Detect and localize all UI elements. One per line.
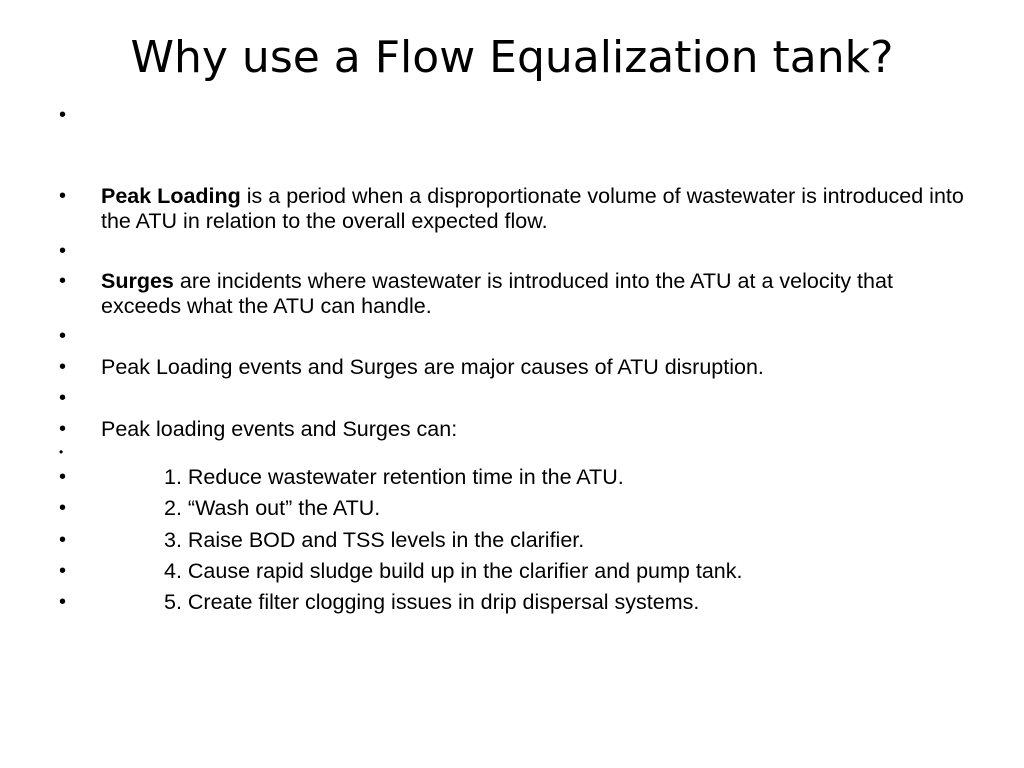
bullet-icon: • [59,356,67,378]
effect-text: 2. “Wash out” the ATU. [164,496,381,520]
bullet-icon: • [59,560,67,582]
bullet-icon: • [59,270,67,292]
effect-text: 3. Raise BOD and TSS levels in the clarifier. [164,528,585,552]
bullet-icon: • [59,240,67,262]
bullet-icon: • [59,104,67,126]
effect-text: 1. Reduce wastewater retention time in the ATU. [164,465,624,489]
slide-title: Why use a Flow Equalization tank? [130,32,894,83]
effect-text: 5. Create filter clogging issues in drip dispersal systems. [164,590,700,614]
bullet-icon: • [59,325,67,347]
surges-text: are incidents where wastewater is introduced into the ATU at a velocity that exceeds what the ATU can handle. [101,269,893,318]
can-intro-text: Peak loading events and Surges can: [101,417,458,441]
bullet-icon: • [59,185,67,207]
major-causes-text: Peak Loading events and Surges are major causes of ATU disruption. [101,355,764,379]
bullet-icon: • [59,591,67,613]
surges-definition [101,269,971,319]
peak-loading-term: Peak Loading [101,184,241,208]
effect-text: 4. Cause rapid sludge build up in the clarifier and pump tank. [164,559,743,583]
peak-loading-definition [101,184,971,234]
bullet-icon: • [59,418,67,440]
bullet-icon: • [59,497,67,519]
peak-loading-text: is a period when a disproportionate volume of wastewater is introduced into the ATU in relation to the overall expected flow. [101,184,964,233]
bullet-icon: • [59,445,64,459]
bullet-icon: • [59,466,67,488]
bullet-icon: • [59,387,67,409]
surges-term: Surges [101,269,174,293]
bullet-icon: • [59,529,67,551]
